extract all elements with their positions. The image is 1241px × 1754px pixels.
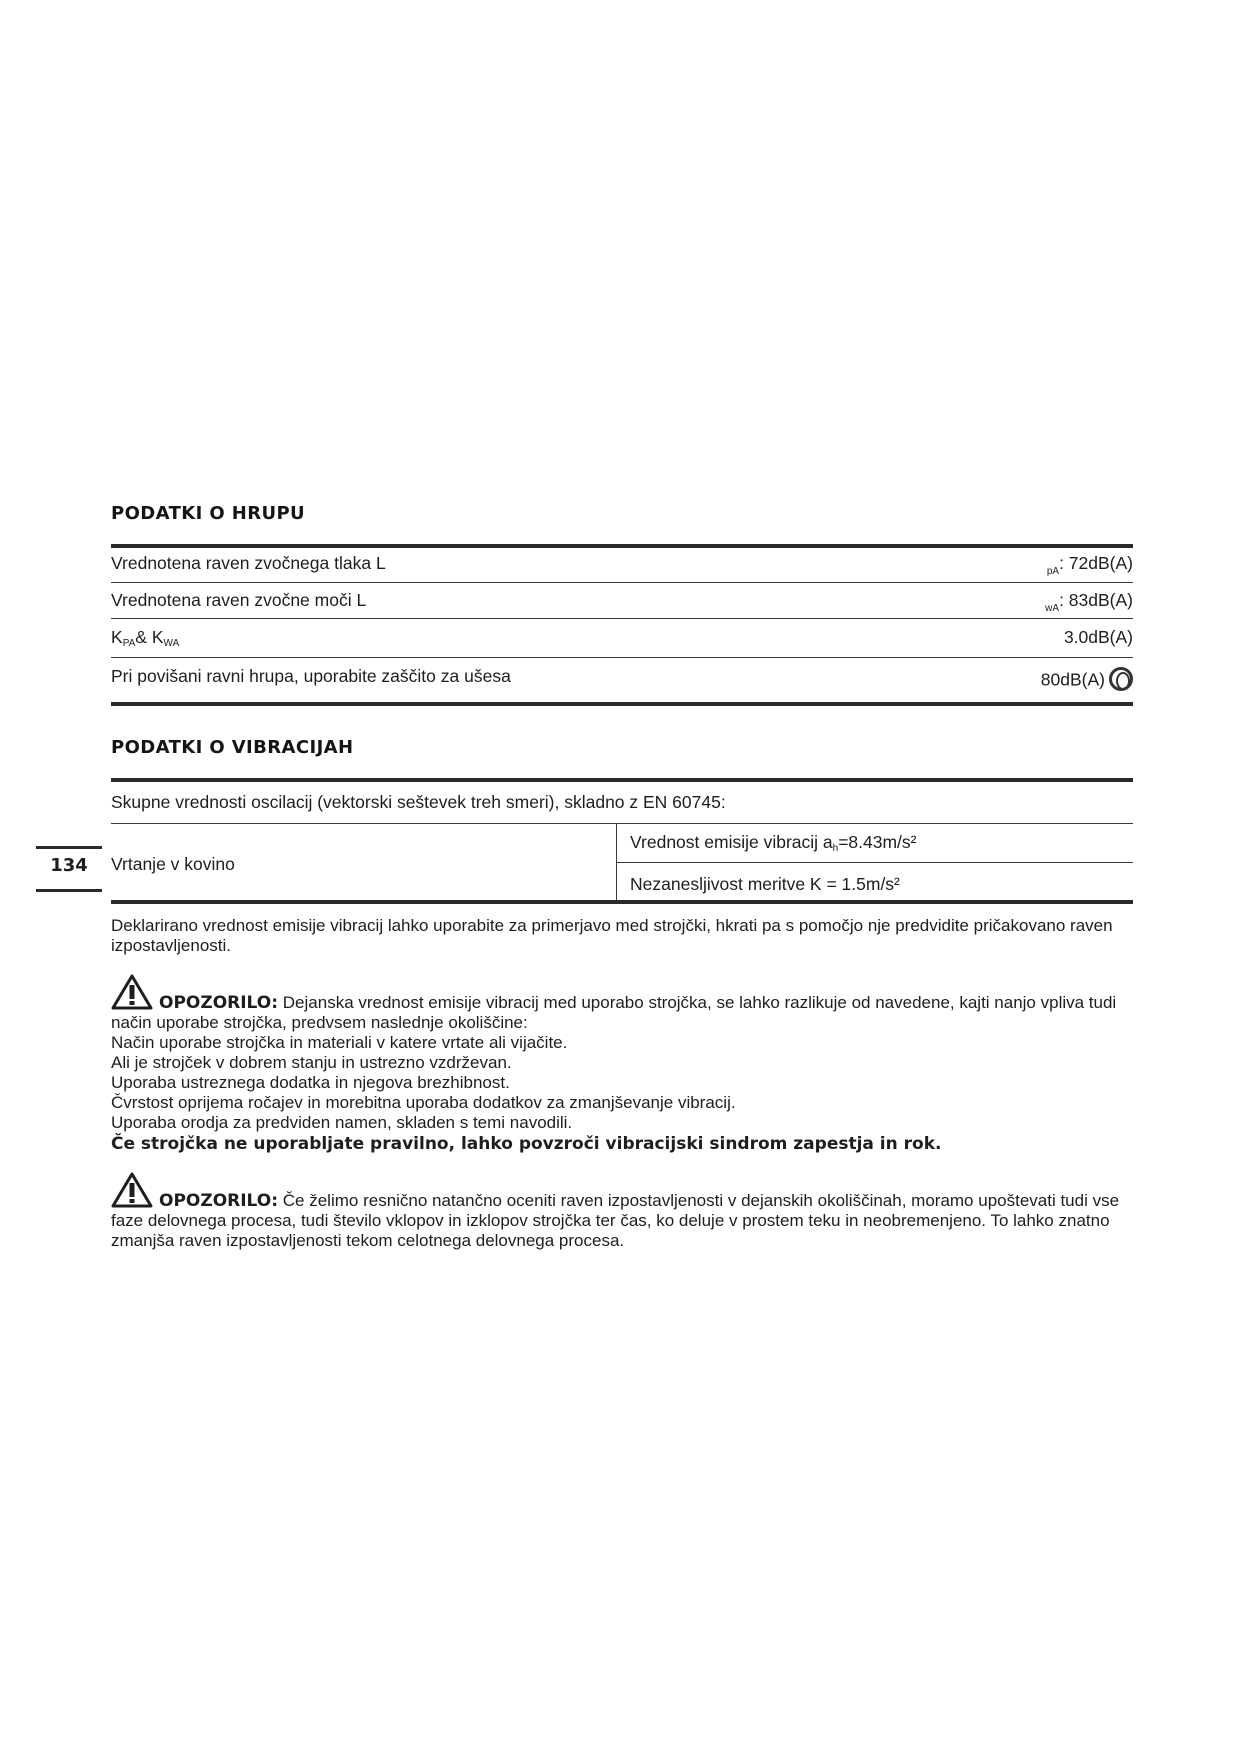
divider — [111, 618, 1133, 619]
noise-k-value: 3.0dB(A) — [1063, 627, 1133, 647]
page-number-rule-bottom — [36, 889, 102, 892]
list-item: Ali je strojček v dobrem stanju in ustrezno vzdrževan. — [111, 1053, 512, 1072]
noise-row-protection — [111, 666, 1133, 706]
divider — [616, 862, 1133, 863]
list-item: Uporaba ustreznega dodatka in njegova brezhibnost. — [111, 1073, 510, 1092]
warning-triangle-icon — [111, 974, 153, 1010]
noise-protection-label: Pri povišani ravni hrupa, uporabite zaščito za ušesa — [111, 666, 511, 686]
warning-block-2 — [111, 1172, 1133, 1251]
noise-pressure-value: $_{pA}$: 72dB(A) — [1046, 553, 1133, 577]
list-item: Način uporabe strojčka in materiali v katere vrtate ali vijačite. — [111, 1033, 568, 1052]
declared-value-paragraph: Deklarirano vrednost emisije vibracij lahko uporabite za primerjavo med strojčki, hkrati pa s pomočjo nje predvidite pričakovano raven izpostavljenosti. — [111, 916, 1113, 955]
warning-triangle-icon — [111, 1172, 153, 1208]
noise-table-top-rule — [111, 544, 1133, 548]
page-number-rule-top — [36, 846, 102, 849]
warning-text: Dejanska vrednost emisije vibracij med uporabo strojčka, se lahko razlikuje od navedene, kajti nanjo vpliva tudi način uporabe strojčka, predvsem naslednje okoliščine: — [111, 993, 1117, 1032]
warning-block-1 — [111, 974, 1133, 1133]
warning-title: OPOZORILO: — [159, 993, 279, 1013]
list-item: Uporaba orodja za predviden namen, skladen s temi navodili. — [111, 1113, 573, 1132]
warning-text: Če želimo resnično natančno oceniti raven izpostavljenosti v dejanskih okoliščinah, moramo upoštevati tudi vse faze delovnega procesa, tudi število vklopov in izklopov strojčka ter čas, ko deluje v prostem teku in neobremenjeno. To lahko znatno zmanjša raven izpostavljenosti tekom celotnega delovnega procesa. — [111, 1191, 1120, 1250]
noise-protection-value: 80dB(A) — [1041, 669, 1133, 693]
noise-power-value: $_{wA}$: 83dB(A) — [1045, 590, 1133, 614]
list-item: Čvrstost oprijema ročajev in morebitna uporaba dodatkov za zmanjševanje vibracij. — [111, 1093, 736, 1112]
divider — [111, 582, 1133, 583]
warning-title: OPOZORILO: — [159, 1191, 279, 1211]
divider — [111, 823, 1133, 824]
noise-power-label: Vrednotena raven zvočne moči L — [111, 590, 367, 610]
vibration-bottom-rule — [111, 900, 1133, 904]
divider — [111, 657, 1133, 658]
bold-notice: Če strojčka ne uporabljate pravilno, lahko povzroči vibracijski sindrom zapestja in rok. — [111, 1134, 942, 1154]
vibration-operation-label: Vrtanje v kovino — [111, 854, 235, 874]
noise-k-label: $K_{PA}\&$ $K_{WA}$ — [111, 627, 180, 649]
noise-pressure-label: Vrednotena raven zvočnega tlaka L — [111, 553, 386, 573]
vibration-emission-value: Vrednost emisije vibracij $a_h=8.43m/s^2$ — [630, 832, 917, 854]
ear-protection-icon — [1109, 667, 1133, 691]
noise-heading: PODATKI O HRUPU — [111, 503, 306, 524]
page-number: 134 — [50, 855, 88, 876]
vibration-top-rule — [111, 778, 1133, 782]
noise-table-bottom-rule — [111, 702, 1133, 706]
vibration-uncertainty-value: Nezanesljivost meritve K = 1.5m/s² — [630, 874, 900, 894]
vibration-heading: PODATKI O VIBRACIJAH — [111, 737, 354, 758]
vibration-intro-text: Skupne vrednosti oscilacij (vektorski seštevek treh smeri), skladno z EN 60745: — [111, 792, 726, 812]
